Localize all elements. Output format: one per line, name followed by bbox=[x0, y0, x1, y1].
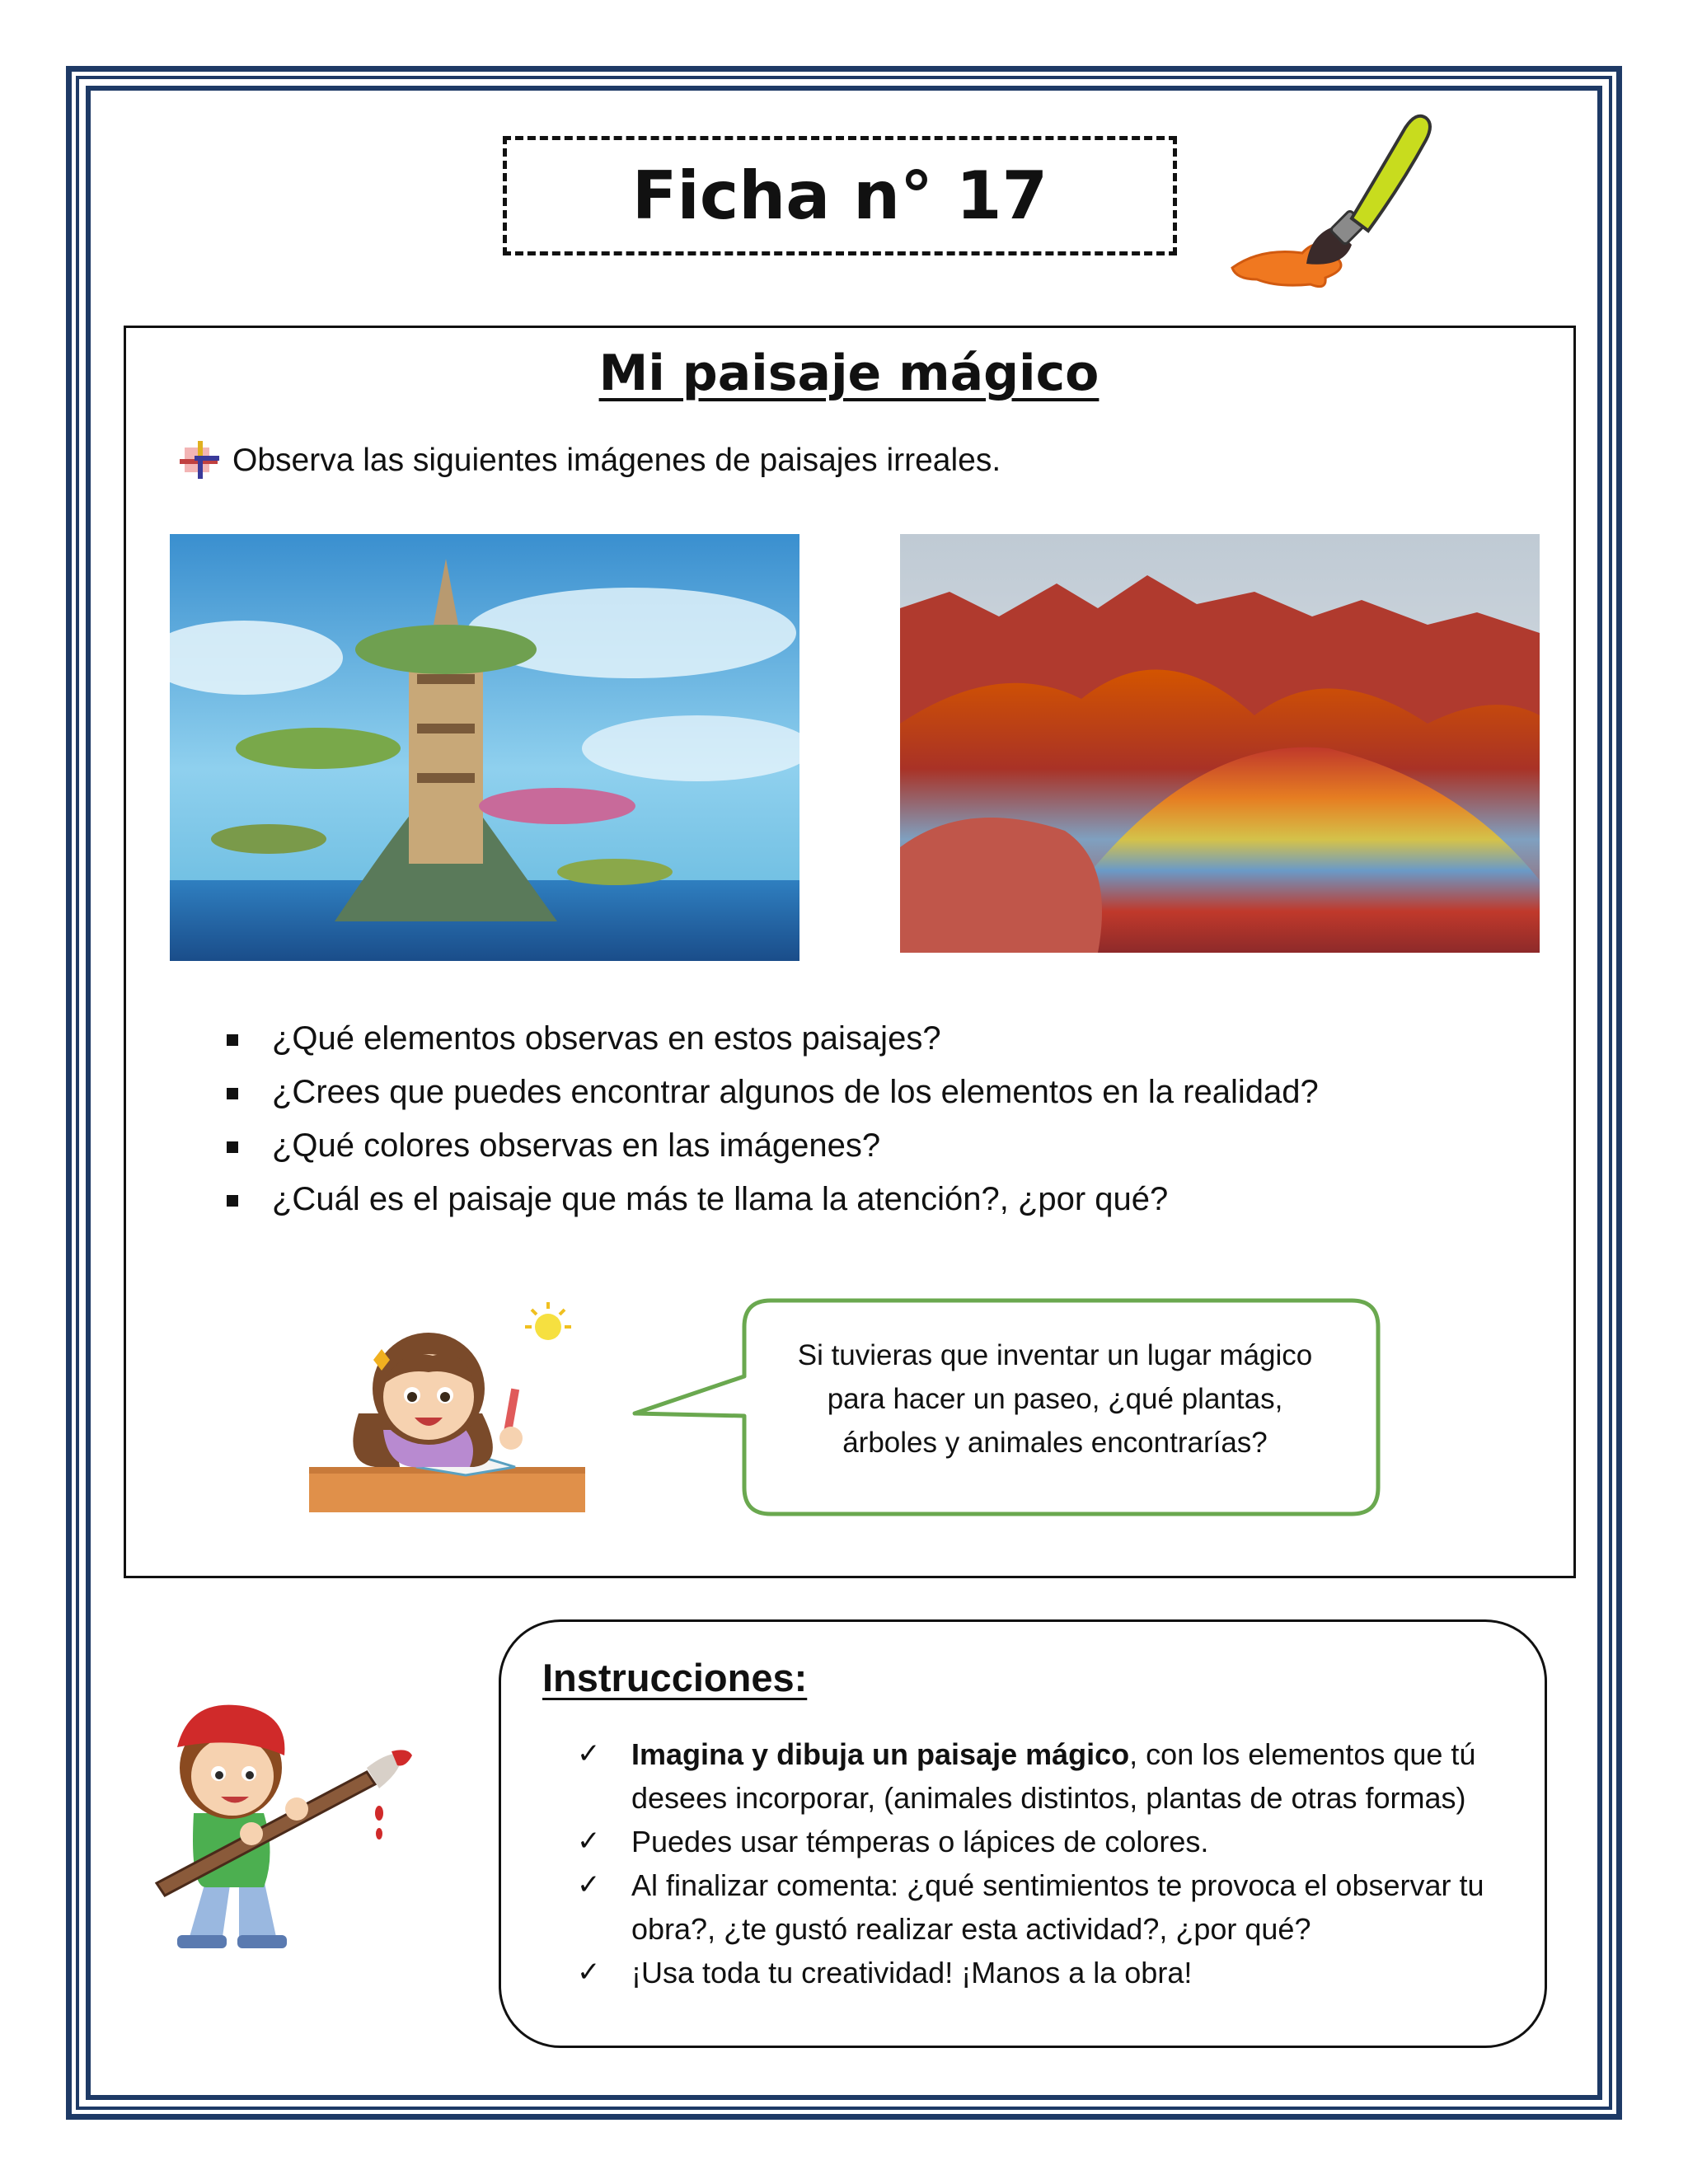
speech-bubble-text bbox=[734, 1333, 1376, 1465]
instruction-item bbox=[577, 1951, 1517, 1994]
instructions-title: Instrucciones: bbox=[542, 1656, 808, 1699]
intro-text: Observa las siguientes imágenes de paisajes irreales. bbox=[232, 443, 1001, 478]
instruction-item bbox=[577, 1820, 1517, 1863]
instruction-text: ¡Usa toda tu creatividad! ¡Manos a la obra! bbox=[631, 1956, 1193, 1990]
checkmark-icon: ✓ bbox=[577, 1825, 601, 1858]
bubble-line: árboles y animales encontrarías? bbox=[842, 1427, 1268, 1459]
question-item: ¿Cuál es el paisaje que más te llama la atención?, ¿por qué? bbox=[227, 1173, 1319, 1226]
instruction-text: Puedes usar témperas o lápices de colores. bbox=[631, 1825, 1209, 1858]
instructions-list bbox=[577, 1732, 1517, 1994]
paintbrush-icon bbox=[1228, 103, 1442, 293]
instruction-item bbox=[577, 1863, 1517, 1951]
question-list bbox=[227, 1012, 1319, 1226]
instruction-item bbox=[577, 1732, 1517, 1820]
activity-title: Mi paisaje mágico bbox=[598, 344, 1100, 402]
bubble-line: para hacer un paseo, ¿qué plantas, bbox=[827, 1383, 1283, 1415]
question-item: ¿Qué colores observas en las imágenes? bbox=[227, 1119, 1319, 1173]
checkmark-icon: ✓ bbox=[577, 1956, 601, 1989]
bubble-line: Si tuvieras que inventar un lugar mágico bbox=[797, 1339, 1313, 1371]
title-box bbox=[503, 136, 1177, 255]
question-item: ¿Crees que puedes encontrar algunos de los elementos en la realidad? bbox=[227, 1066, 1319, 1119]
page-title: Ficha n° 17 bbox=[631, 157, 1048, 234]
question-item: ¿Qué elementos observas en estos paisajes? bbox=[227, 1012, 1319, 1066]
fantasy-tower-image bbox=[170, 534, 799, 961]
girl-illustration bbox=[309, 1298, 593, 1521]
instruction-text: , con los elementos que tú desees incorporar, (animales distintos, plantas de otras formas) bbox=[631, 1737, 1476, 1815]
checkmark-icon: ✓ bbox=[577, 1868, 601, 1901]
plus-bullet-icon bbox=[180, 439, 223, 482]
instruction-text: Al finalizar comenta: ¿qué sentimientos te provoca el observar tu obra?, ¿te gustó realizar esta actividad?, ¿por qué? bbox=[631, 1868, 1484, 1946]
instruction-bold: Imagina y dibuja un paisaje mágico bbox=[631, 1737, 1130, 1771]
rainbow-mountains-image bbox=[900, 534, 1540, 953]
checkmark-icon: ✓ bbox=[577, 1737, 601, 1770]
boy-painter-illustration bbox=[140, 1690, 420, 1961]
